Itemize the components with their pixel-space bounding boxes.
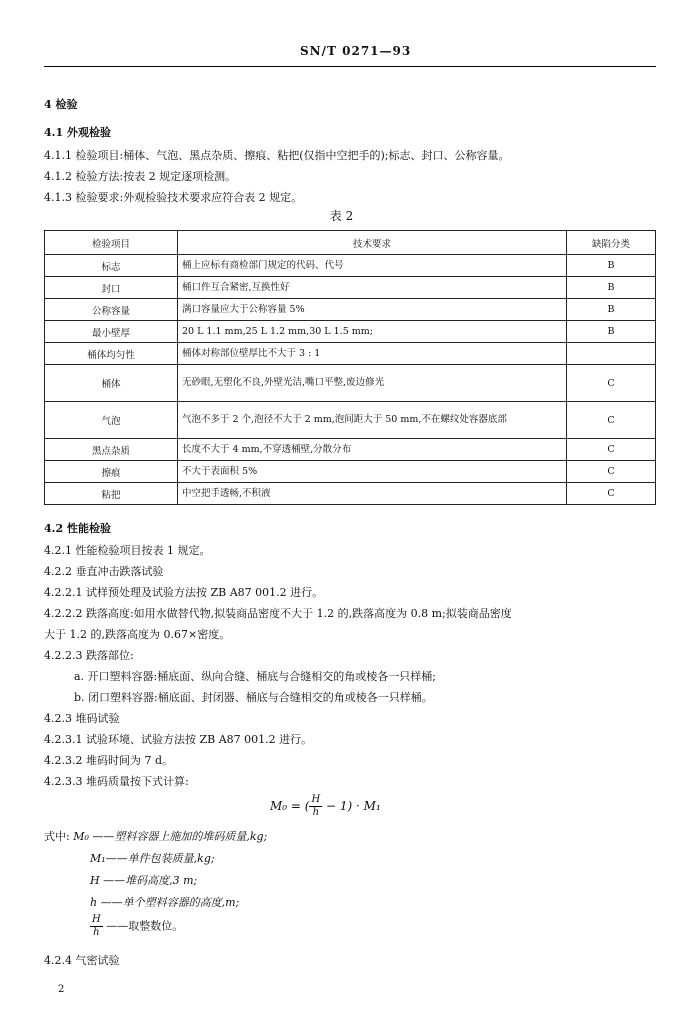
formula-fraction xyxy=(309,794,322,819)
clause-4-2-1: 4.2.1 性能检验项目按表 1 规定。 xyxy=(44,544,211,557)
table-2 xyxy=(44,230,656,505)
clause-4-1-3: 4.1.3 检验要求:外观检验技术要求应符合表 2 规定。 xyxy=(44,191,303,204)
row-requirement: 长度不大于 4 mm,不穿透桶壁,分散分布 xyxy=(178,439,567,461)
table-row xyxy=(45,277,656,299)
row-class: C xyxy=(567,483,656,505)
where-H: H ——堆码高度,3 m; xyxy=(90,874,198,887)
table-row xyxy=(45,461,656,483)
header-item: 检验项目 xyxy=(45,231,178,255)
clause-4-2-2: 4.2.2 垂直冲击跌落试验 xyxy=(44,565,164,578)
row-class: C xyxy=(567,365,656,402)
stacking-mass-formula xyxy=(270,794,381,819)
table-row xyxy=(45,299,656,321)
row-item: 粘把 xyxy=(45,483,178,505)
formula-open-paren: ( xyxy=(304,799,310,813)
clause-4-2-3: 4.2.3 堆码试验 xyxy=(44,712,120,725)
clause-4-2-2-2: 4.2.2.2 跌落高度:如用水做替代物,拟装商品密度不大于 1.2 的,跌落高度为 0.8 m;拟装商品密度 xyxy=(44,607,512,620)
row-requirement: 桶口件互合紧密,互换性好 xyxy=(178,277,567,299)
formula-rest: − 1) · M₁ xyxy=(326,799,381,813)
row-requirement: 无砂眼,无塑化不良,外壁光洁,嘴口平整,废边修光 xyxy=(178,365,567,402)
row-class: C xyxy=(567,402,656,439)
row-class: B xyxy=(567,255,656,277)
table-row xyxy=(45,343,656,365)
clause-4-2-2-3-b: b. 闭口塑料容器:桶底面、封闭器、桶底与合缝相交的角或棱各一只样桶。 xyxy=(74,691,433,704)
row-requirement: 20 L 1.1 mm,25 L 1.2 mm,30 L 1.5 mm; xyxy=(178,321,567,343)
clause-4-2-2-3-a: a. 开口塑料容器:桶底面、纵向合缝、桶底与合缝相交的角或棱各一只样桶; xyxy=(74,670,436,683)
formula-lhs: M₀ = xyxy=(270,799,301,813)
table-row xyxy=(45,402,656,439)
section-4-2-title: 4.2 性能检验 xyxy=(44,522,111,535)
clause-4-2-3-1: 4.2.3.1 试验环境、试验方法按 ZB A87 001.2 进行。 xyxy=(44,733,313,746)
row-item: 桶体 xyxy=(45,365,178,402)
row-class: B xyxy=(567,277,656,299)
row-class: C xyxy=(567,439,656,461)
row-requirement: 中空把手透畅,不积液 xyxy=(178,483,567,505)
where-ratio xyxy=(90,914,183,939)
table-row xyxy=(45,321,656,343)
table-header-row xyxy=(45,231,656,255)
header-defect-class: 缺陷分类 xyxy=(567,231,656,255)
table-row xyxy=(45,483,656,505)
ratio-denominator: h xyxy=(93,927,100,938)
row-class: C xyxy=(567,461,656,483)
header-rule xyxy=(44,66,656,67)
table-2-caption: 表 2 xyxy=(329,209,354,223)
row-requirement: 不大于表面积 5% xyxy=(178,461,567,483)
row-class xyxy=(567,343,656,365)
where-m1: M₁——单件包装质量,kg; xyxy=(90,852,215,865)
page-number: 2 xyxy=(58,984,65,995)
row-item: 标志 xyxy=(45,255,178,277)
row-class: B xyxy=(567,299,656,321)
table-row xyxy=(45,439,656,461)
clause-4-2-2-2-cont: 大于 1.2 的,跌落高度为 0.67×密度。 xyxy=(44,628,231,641)
section-4-1-title: 4.1 外观检验 xyxy=(44,126,111,139)
row-item: 桶体均匀性 xyxy=(45,343,178,365)
clause-4-2-4: 4.2.4 气密试验 xyxy=(44,954,120,967)
section-4-title: 4 检验 xyxy=(44,98,78,111)
ratio-numerator: H xyxy=(92,914,101,925)
where-label: 式中: xyxy=(44,830,70,843)
standard-number: SN/T 0271—93 xyxy=(300,44,412,58)
row-requirement: 气泡不多于 2 个,泡径不大于 2 mm,泡间距大于 50 mm,不在螺纹处容器底部 xyxy=(178,402,567,439)
formula-numerator: H xyxy=(311,794,321,805)
clause-4-1-1: 4.1.1 检验项目:桶体、气泡、黑点杂质、擦痕、粘把(仅指中空把手的);标志、封口、公称容量。 xyxy=(44,149,510,162)
ratio-fraction xyxy=(90,914,103,939)
header-requirement: 技术要求 xyxy=(178,231,567,255)
clause-4-2-2-3: 4.2.2.3 跌落部位: xyxy=(44,649,134,662)
clause-4-2-2-1: 4.2.2.1 试样预处理及试验方法按 ZB A87 001.2 进行。 xyxy=(44,586,324,599)
clause-4-1-2: 4.1.2 检验方法:按表 2 规定逐项检测。 xyxy=(44,170,237,183)
table-row xyxy=(45,255,656,277)
where-m0: M₀ ——塑料容器上施加的堆码质量,kg; xyxy=(73,830,268,843)
clause-4-2-3-2: 4.2.3.2 堆码时间为 7 d。 xyxy=(44,754,174,767)
where-intro xyxy=(44,828,267,844)
row-item: 气泡 xyxy=(45,402,178,439)
formula-denominator: h xyxy=(312,807,320,818)
ratio-text: ——取整数位。 xyxy=(106,919,184,933)
where-h: h ——单个塑料容器的高度,m; xyxy=(90,896,240,909)
row-requirement: 满口容量应大于公称容量 5% xyxy=(178,299,567,321)
table-row xyxy=(45,365,656,402)
row-requirement: 桶体对称部位壁厚比不大于 3 : 1 xyxy=(178,343,567,365)
row-item: 最小壁厚 xyxy=(45,321,178,343)
clause-4-2-3-3: 4.2.3.3 堆码质量按下式计算: xyxy=(44,775,189,788)
row-item: 公称容量 xyxy=(45,299,178,321)
row-item: 封口 xyxy=(45,277,178,299)
row-class: B xyxy=(567,321,656,343)
row-item: 黑点杂质 xyxy=(45,439,178,461)
row-requirement: 桶上应标有商检部门规定的代码、代号 xyxy=(178,255,567,277)
row-item: 擦痕 xyxy=(45,461,178,483)
